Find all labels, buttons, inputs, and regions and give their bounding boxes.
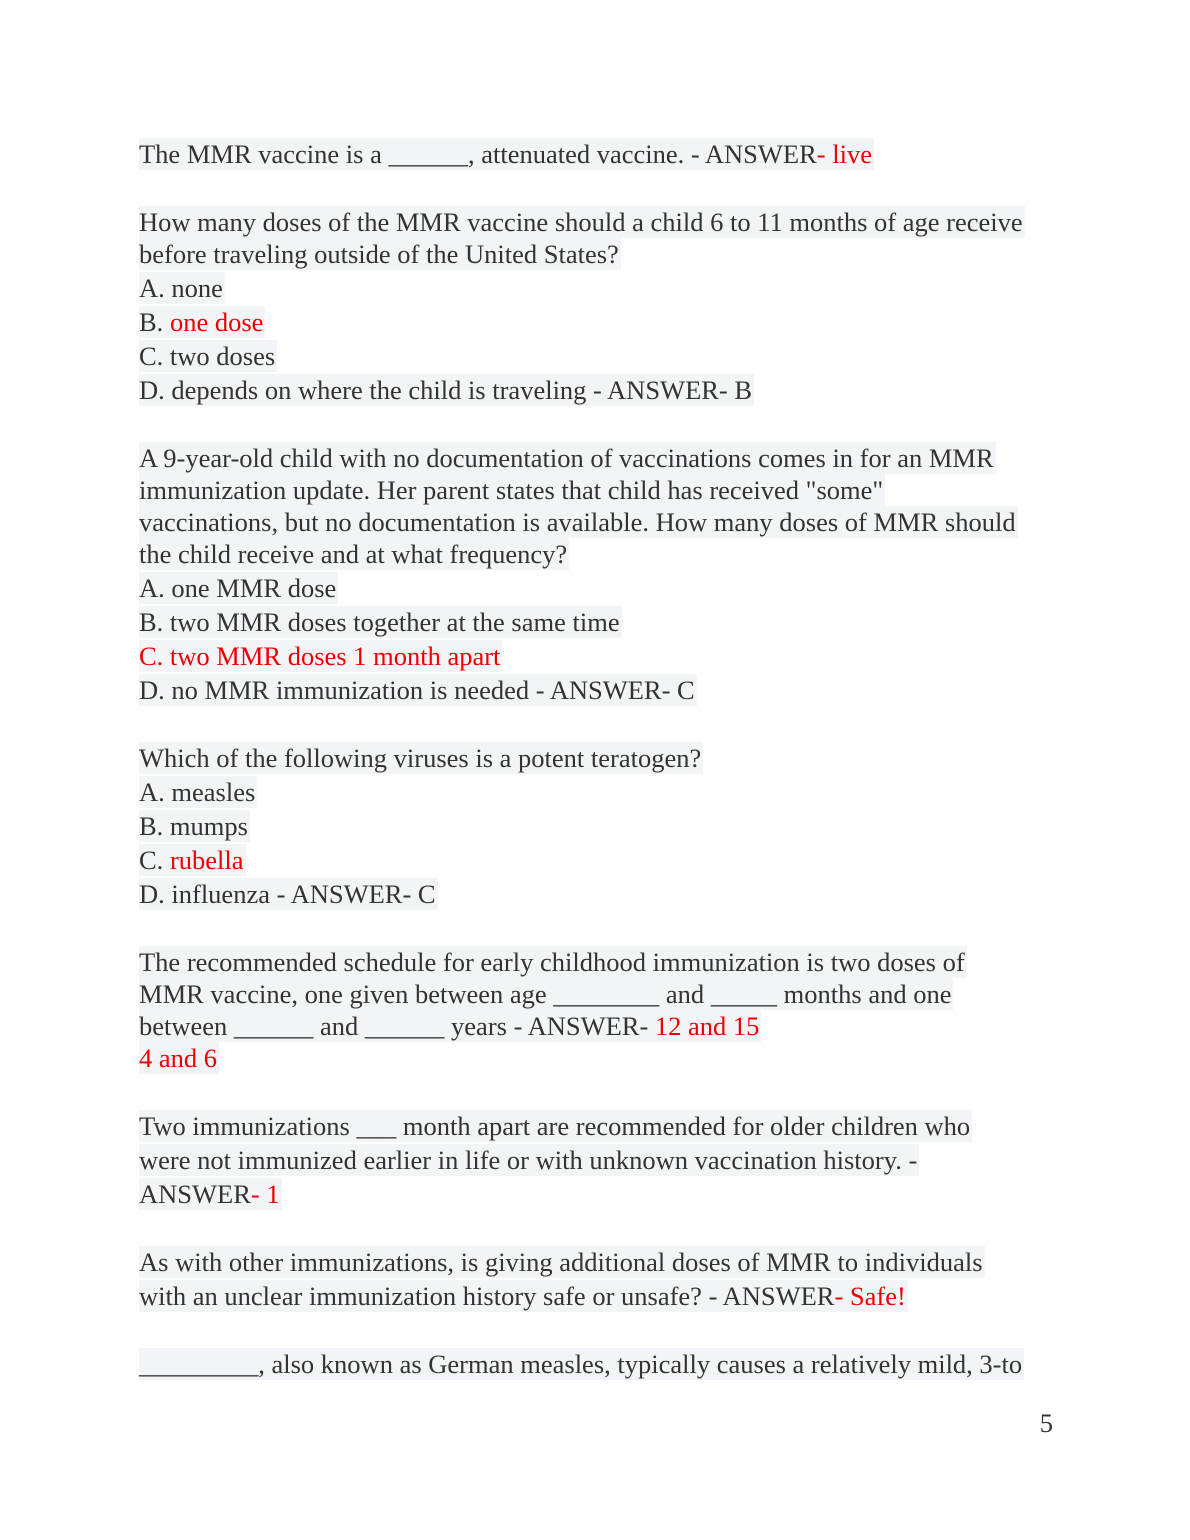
q4-option-c [139,844,246,876]
q3-option-a: A. one MMR dose [139,573,337,603]
q2-option-c: C. two doses [139,341,276,371]
q2-option-d: D. depends on where the child is traveling - ANSWER- B [139,375,753,405]
q4-option-c-prefix: C. [139,845,170,875]
q4-option-b: B. mumps [139,811,248,841]
q5-stem-line3-text: between ______ and ______ years - ANSWER- [139,1011,655,1041]
q6-stem-line2: were not immunized earlier in life or with unknown vaccination history. - [139,1145,918,1175]
q6-stem-line3-text: ANSWER [139,1179,251,1209]
q1-line [139,138,874,170]
q4-stem: Which of the following viruses is a potent teratogen? [139,743,702,773]
q3-stem-line1: A 9-year-old child with no documentation of vaccinations comes in for an MMR [139,443,994,473]
q5-stem-line2: MMR vaccine, one given between age ________ and _____ months and one [139,979,952,1009]
q4-option-d: D. influenza - ANSWER- C [139,879,436,909]
q1-answer: - live [816,139,872,169]
q6-stem-line3 [139,1178,282,1210]
q5-stem-line3 [139,1010,761,1042]
q2-stem-line1: How many doses of the MMR vaccine should a child 6 to 11 months of age receive [139,207,1023,237]
q4-option-c-answer: rubella [169,845,244,875]
q2-stem-line2: before traveling outside of the United States? [139,239,619,269]
q7-stem-line1: As with other immunizations, is giving additional doses of MMR to individuals [139,1247,983,1277]
q3-option-d: D. no MMR immunization is needed - ANSWER- C [139,675,695,705]
q1-stem: The MMR vaccine is a ______, attenuated vaccine. - ANSWER [139,139,817,169]
q3-stem-line3: vaccinations, but no documentation is available. How many doses of MMR should [139,507,1016,537]
q2-option-b-answer: one dose [169,307,264,337]
q7-answer: - Safe! [834,1281,906,1311]
q2-option-b [139,306,265,338]
q3-stem-line4: the child receive and at what frequency? [139,539,568,569]
q5-stem-line1: The recommended schedule for early childhood immunization is two doses of [139,947,965,977]
q7-stem-line2-text: with an unclear immunization history safe or unsafe? - ANSWER [139,1281,835,1311]
q5-answer1: 12 and 15 [654,1011,760,1041]
q2-option-a: A. none [139,273,223,303]
q6-answer: - 1 [250,1179,280,1209]
q4-option-a: A. measles [139,777,256,807]
q7-stem-line2 [139,1280,908,1312]
q6-stem-line1: Two immunizations ___ month apart are recommended for older children who [139,1111,971,1141]
q3-stem-line2: immunization update. Her parent states that child has received "some" [139,475,884,505]
q3-option-b: B. two MMR doses together at the same time [139,607,620,637]
page-number: 5 [1039,1408,1053,1438]
q5-answer2: 4 and 6 [139,1043,218,1073]
document-page [139,138,1054,1380]
q3-option-c: C. two MMR doses 1 month apart [139,641,501,671]
q8-stem-line1: _________, also known as German measles, typically causes a relatively mild, 3-to [139,1349,1023,1379]
q2-option-b-prefix: B. [139,307,170,337]
